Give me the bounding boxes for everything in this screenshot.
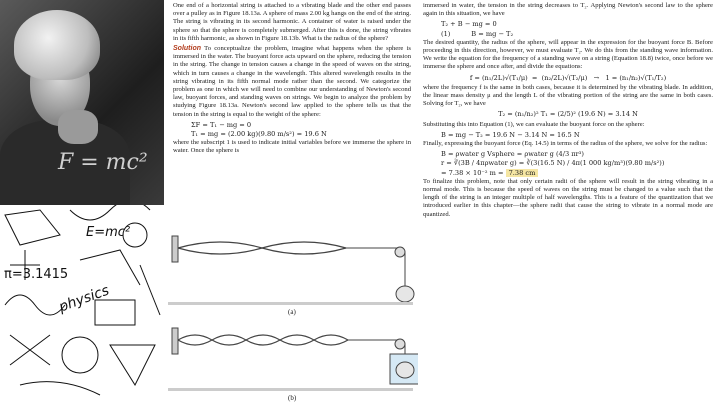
text-column-right <box>423 2 713 221</box>
solution-label: Solution <box>173 45 201 53</box>
figure-a <box>168 236 414 305</box>
desired-quantity-paragraph: The desired quantity, the radius of the sphere, will appear in the expression for the buoyant force B. Before proceeding in this direction, however, we must evaluate T₂. We do this from the standing wave information. We write the equation for the frequency of a standing wave on a string (Equation 18.8) twice, once before we immerse the sphere and once after, and divide the equations: <box>423 38 713 71</box>
figure-label-b: (b) <box>288 394 297 402</box>
equation-radius: r = ∛(3B / 4πρwater g) = ∛(3(16.5 N) / 4π(1 000 kg/m³)(9.80 m/s²)) <box>441 159 665 168</box>
equation-tension-2: T₂ = (n₁/n₂)² T₁ = (2/5)² (19.6 N) = 3.14 N <box>498 110 638 119</box>
pi-doodle: π=3.1415 <box>4 267 69 282</box>
physics-doodle <box>0 205 164 404</box>
immersed-paragraph: immersed in water, the tension in the string decreases to T₂. Applying Newton's second law to the sphere again in this situation, we have <box>423 2 713 18</box>
figure-b <box>168 328 418 391</box>
equation-newton-2: T₂ + B − mg = 0 <box>441 20 497 29</box>
photo-equation: F = mc² <box>58 150 148 175</box>
equation-buoyant-volume: B = ρwater g Vsphere = ρwater g (4/3 πr³) <box>441 150 584 159</box>
equation-radius-result <box>441 169 713 177</box>
finalize-paragraph: To finalize this problem, note that only certain radii of the sphere will result in the string vibrating in a normal mode. This is because the speed of waves on the string must be changed to a value such that the length of the string is an integer multiple of half wavelengths. This is a feature of the quantization that we introduced earlier in this chapter—the sphere radii that cause the string to vibrate in a normal mode are quantized. <box>423 177 713 218</box>
problem-statement: One end of a horizontal string is attached to a vibrating blade and the other end passes over a pulley as in Figure 18.13a. A sphere of mass 2.00 kg hangs on the end of the string. The string is vibrating in its second harmonic. A container of water is raised under the sphere so that the sphere is completely submerged. After this is done, the string vibrates in its fifth harmonic, as shown in Figure 18.13b. What is the radius of the sphere? <box>173 2 411 42</box>
physics-doodle-word: physics <box>56 282 112 316</box>
solution-text: To conceptualize the problem, imagine what happens when the sphere is immersed in the water. The buoyant force acts upward on the sphere, reducing the tension in the string. The change in tension causes a change in the speed of waves on the string, which in turn causes a change in the wavelength. This altered wavelength results in the string vibrating in its fifth normal mode rather than the second. We categorize the problem as one in which we will need to combine our understanding of Newton's second law, buoyant forces, and standing waves on strings. We begin to analyze the problem by studying Figure 18.13a. Newton's second law applied to the sphere tells us that the tension in the string is equal to the weight of the sphere: <box>173 45 411 118</box>
photo-hand <box>58 110 98 144</box>
equation-tension-1: T₁ = mg = (2.00 kg)(9.80 m/s²) = 19.6 N <box>191 130 327 139</box>
emc-doodle: E=mc² <box>86 225 131 240</box>
standing-wave-figure <box>168 228 418 404</box>
finally-paragraph: Finally, expressing the buoyant force (Eq. 14.5) in terms of the radius of the sphere, we solve for the radius: <box>423 140 708 148</box>
photo-hair <box>14 10 100 80</box>
equation-sum-forces: ΣF = T₁ − mg = 0 <box>191 120 252 129</box>
subscript-paragraph: where the subscript 1 is used to indicate initial variables before we immerse the sphere in water. Once the sphere is <box>173 139 411 155</box>
frequency-paragraph: where the frequency f is the same in both cases, because it is determined by the vibrating blade. In addition, the linear mass density μ and the length L of the vibrating portion of the string are the same in both cases. Solving for T₂, we have <box>423 83 713 108</box>
text-column-left <box>173 2 411 158</box>
answer-highlight: 7.38 cm <box>506 169 539 177</box>
figure-drawing <box>168 228 418 404</box>
solution-paragraph <box>173 45 411 119</box>
equation-buoyant-value: B = mg − T₂ = 19.6 N − 3.14 N = 16.5 N <box>441 130 580 139</box>
equation-frequency-ratio: f = (n₁/2L)√(T₁/μ) = (n₂/2L)√(T₂/μ) → 1 = (n₁/n₂)√(T₁/T₂) <box>469 73 667 82</box>
equation-1-buoyant: (1) B = mg − T₂ <box>441 29 514 38</box>
scientist-photo <box>0 0 164 205</box>
substituting-paragraph: Substituting this into Equation (1), we can evaluate the buoyant force on the sphere: <box>423 120 645 128</box>
figure-label-a: (a) <box>288 308 296 316</box>
radius-result-prefix: = 7.38 × 10⁻² m = <box>441 168 506 177</box>
